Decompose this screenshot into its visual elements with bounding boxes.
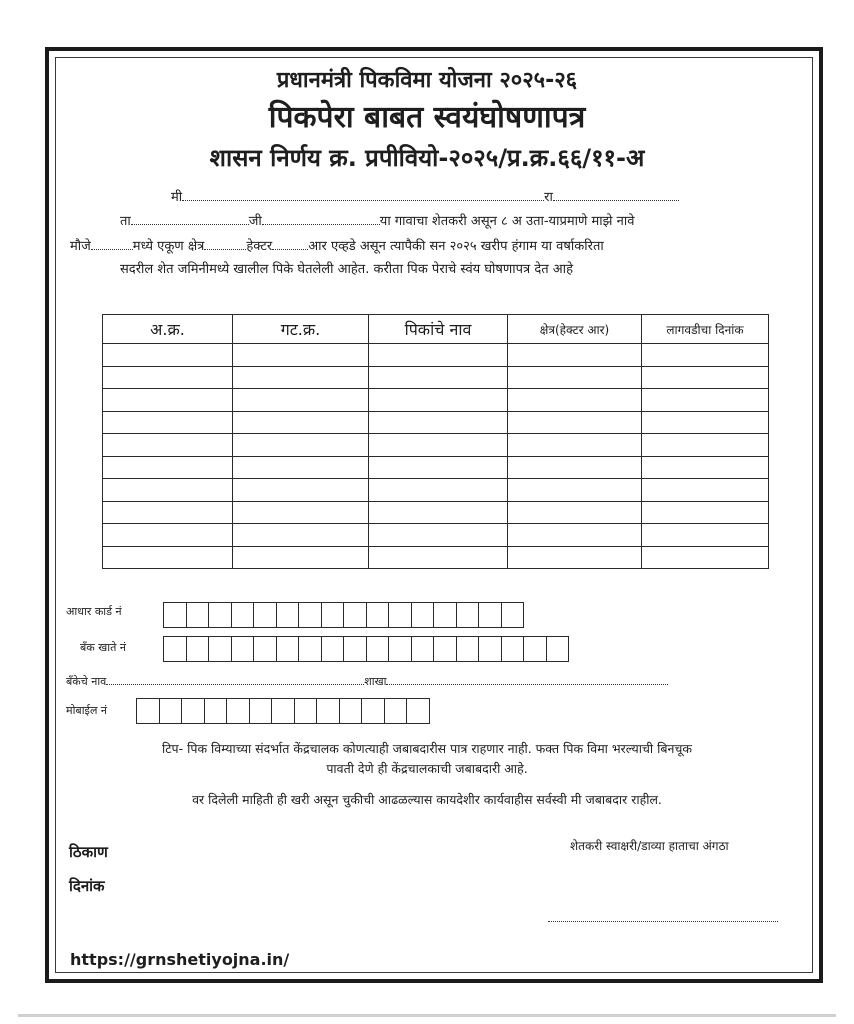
crop-table [102, 314, 769, 569]
date-label: दिनांक [69, 877, 105, 895]
declaration-line-2 [120, 210, 634, 232]
col-serial: अ.क्र. [103, 315, 233, 344]
liability-declaration: वर दिलेली माहिती ही खरी असून चुकीची आढळल्यास कायदेशीर कार्यवाहीस सर्वस्वी मी जबाबदार राहील. [192, 792, 662, 807]
bank-name-row [66, 673, 668, 690]
branch-label: शाखा [364, 675, 387, 688]
table-row [103, 389, 769, 412]
mobile-input-boxes[interactable] [136, 698, 430, 724]
col-area: क्षेत्र(हेक्टर आर) [508, 315, 642, 344]
col-sowing-date: लागवडीचा दिनांक [642, 315, 769, 344]
document-title: पिकपेरा बाबत स्वयंघोषणापत्र [268, 100, 586, 135]
declaration-line-1 [171, 186, 679, 208]
bank-name-label: बँकेचे नाव [66, 675, 107, 688]
table-row [103, 546, 769, 569]
hectare-label: हेक्टर [246, 239, 273, 254]
bank-account-input-boxes[interactable] [163, 636, 569, 662]
village-blank [91, 235, 133, 250]
ji-label: जी [248, 214, 262, 229]
residence-blank [553, 186, 679, 201]
table-header-row [103, 315, 769, 344]
scheme-heading: प्रधानमंत्री पिकविमा योजना २०२५-२६ [276, 68, 578, 93]
mauje-label: मौजे [70, 239, 91, 254]
tip-line-2: पावती देणे ही केंद्रचालकाची जबाबदारी आहे. [326, 761, 528, 776]
bank-account-label: बँक खाते नं [80, 641, 126, 654]
table-row [103, 479, 769, 502]
taluka-blank [131, 210, 249, 225]
area-blank [204, 235, 246, 250]
aadhaar-label: आधार कार्ड नं [66, 605, 122, 618]
col-crop-name: पिकांचे नाव [369, 315, 508, 344]
mobile-label: मोबाईल नं [66, 704, 108, 717]
tip-line-1: टिप- पिक विम्याच्या संदर्भात केंद्रचालक कोणत्याही जबाबदारीस पात्र राहणार नाही. फक्त पिक विमा भरल्याची बिनचूक [161, 741, 692, 756]
table-row [103, 524, 769, 547]
table-row [103, 411, 769, 434]
ta-label: ता [120, 214, 131, 229]
branch-blank[interactable] [386, 673, 668, 685]
declaration-line-3-text: आर एव्हडे असून त्यापैकी सन २०२५ खरीप हंगाम या वर्षाकरिता [308, 239, 604, 254]
are-blank [272, 235, 308, 250]
total-area-label: मध्ये एकूण क्षेत्र [132, 239, 205, 254]
table-row [103, 434, 769, 457]
signature-label: शेतकरी स्वाक्षरी/डाव्या हाताचा अंगठा [570, 839, 729, 853]
gr-reference: शासन निर्णय क्र. प्रपीवियो-२०२५/प्र.क्र.६६/११-अ [209, 144, 645, 172]
table-row [103, 501, 769, 524]
aadhaar-input-boxes[interactable] [163, 602, 524, 628]
bank-name-blank[interactable] [106, 673, 364, 685]
bottom-divider [18, 1014, 836, 1017]
declaration-line-2-text: या गावाचा शेतकरी असून ८ अ उता-याप्रमाणे माझे नावे [379, 214, 635, 229]
name-blank [182, 186, 544, 201]
declaration-line-4: सदरील शेत जमिनीमध्ये खालील पिके घेतलेली आहेत. करीता पिक पेराचे स्वंय घोषणापत्र देत आहे [120, 262, 574, 277]
col-gat-number: गट.क्र. [233, 315, 369, 344]
table-row [103, 366, 769, 389]
signature-line [548, 921, 778, 922]
table-row [103, 456, 769, 479]
table-row [103, 344, 769, 367]
source-url: https://grnshetiyojna.in/ [70, 950, 290, 969]
declaration-line-3 [70, 235, 604, 257]
place-label: ठिकाण [69, 843, 108, 861]
mi-label: मी [171, 190, 183, 205]
ra-label: रा [544, 190, 553, 205]
district-blank [262, 210, 380, 225]
